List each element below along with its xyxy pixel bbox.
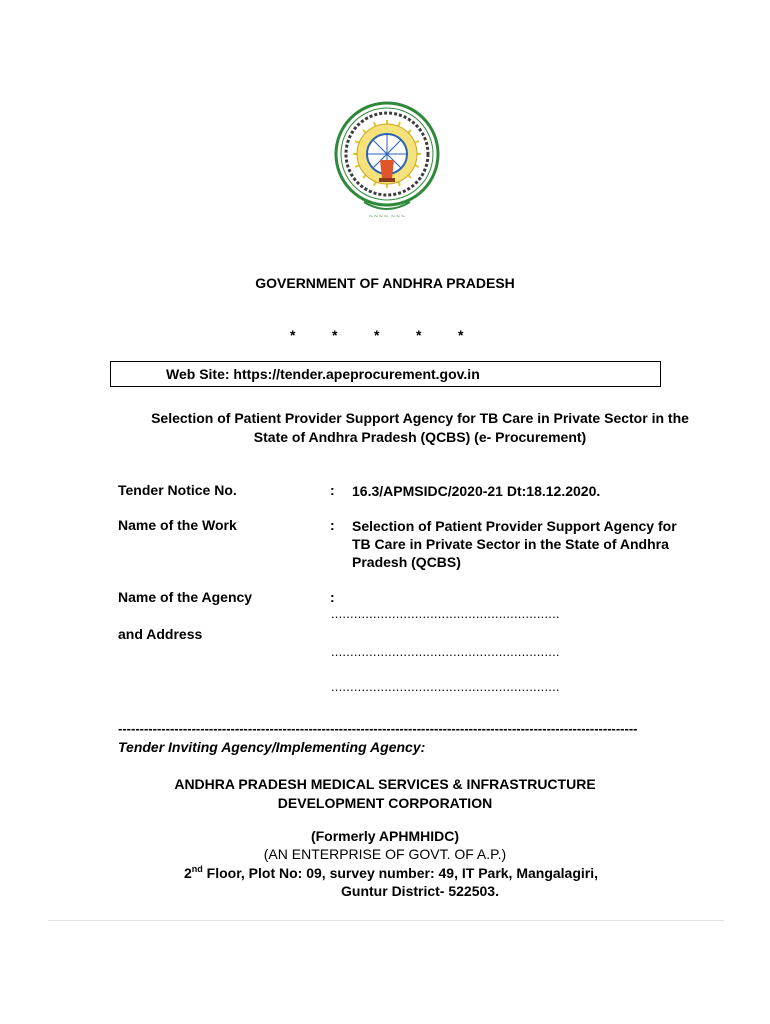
address-line-1 — [184, 864, 598, 881]
address-label: and Address — [118, 626, 203, 642]
agency-blank-line: ............................................................ — [331, 606, 560, 621]
agency-label: Name of the Agency — [118, 589, 253, 605]
corporation-line-2: DEVELOPMENT CORPORATION — [277, 795, 493, 811]
corporation-name — [100, 775, 670, 813]
star: * — [290, 327, 296, 343]
colon: : — [330, 517, 335, 533]
star: * — [458, 327, 464, 343]
star: * — [332, 327, 338, 343]
svg-text:~~~~ ~~~: ~~~~ ~~~ — [368, 213, 406, 220]
dashed-separator: ------------------------------------------------------------------------------------------------------------------------ — [118, 721, 638, 736]
work-value-line-3: Pradesh (QCBS) — [352, 554, 461, 570]
subject-line-1: Selection of Patient Provider Support Agency for TB Care in Private Sector in the — [151, 410, 689, 426]
address-line-2: Guntur District- 522503. — [341, 883, 499, 899]
corporation-line-1: ANDHRA PRADESH MEDICAL SERVICES & INFRASTRUCTURE — [174, 776, 596, 792]
enterprise-note: (AN ENTERPRISE OF GOVT. OF A.P.) — [263, 846, 507, 862]
tender-notice-value: 16.3/APMSIDC/2020-21 Dt:18.12.2020. — [352, 483, 601, 499]
tender-subject — [110, 409, 730, 447]
address-blank-line-2: ............................................................ — [331, 679, 560, 694]
formerly-name: (Formerly APHMHIDC) — [310, 828, 460, 844]
star: * — [374, 327, 380, 343]
address-line-1-rest: Floor, Plot No: 09, survey number: 49, IT Park, Mangalagiri, — [202, 865, 599, 881]
star: * — [416, 327, 422, 343]
star-separator — [290, 327, 500, 343]
work-value — [352, 517, 722, 571]
inviting-agency-heading: Tender Inviting Agency/Implementing Agency: — [118, 739, 426, 755]
floor-suffix: nd — [191, 864, 203, 874]
tender-notice-label: Tender Notice No. — [118, 482, 237, 498]
work-label: Name of the Work — [118, 517, 237, 533]
subject-line-2: State of Andhra Pradesh (QCBS) (e- Procurement) — [253, 429, 587, 445]
government-title: GOVERNMENT OF ANDHRA PRADESH — [255, 275, 515, 291]
page-bottom-rule — [48, 920, 724, 921]
address-blank-line-1: ............................................................ — [331, 644, 560, 659]
colon: : — [330, 589, 335, 605]
website-link[interactable]: Web Site: https://tender.apeprocurement.gov.in — [166, 366, 480, 382]
state-emblem-seal — [334, 98, 440, 222]
colon: : — [330, 482, 335, 498]
work-value-line-1: Selection of Patient Provider Support Agency for — [352, 518, 677, 534]
floor-number: 2 — [184, 865, 192, 881]
work-value-line-2: TB Care in Private Sector in the State of Andhra — [352, 536, 669, 552]
